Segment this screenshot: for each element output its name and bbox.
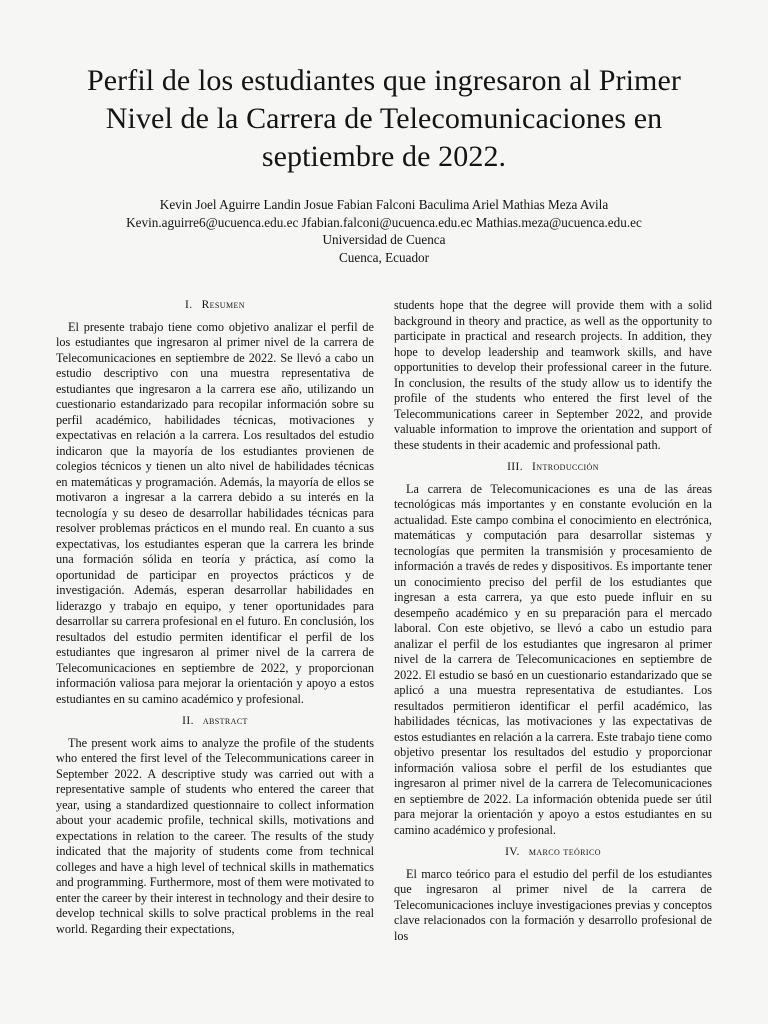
section-number: I. [185, 299, 193, 311]
abstract-paragraph-part2: students hope that the degree will provide them with a solid background in theory and practice, as well as the opportunity to participate in practical and research projects. In addition, they hope to develop leadership and teamwork skills, and have opportunities to develop their professional career in the future. In conclusion, the results of the study allow us to identify the profile of the students who entered the first level of the Telecommunications career in September 2022, and provide valuable information to improve the orientation and support of these students in their academic and professional path. [394, 298, 712, 452]
section-number: IV. [505, 846, 520, 858]
author-block [56, 196, 712, 266]
section-heading-marco-teorico [394, 845, 712, 861]
section-title: Resumen [201, 299, 245, 311]
section-number: III. [507, 461, 524, 473]
two-column-body [56, 298, 712, 944]
left-column [56, 298, 374, 944]
section-heading-abstract [56, 714, 374, 730]
author-emails: Kevin.aguirre6@ucuenca.edu.ec Jfabian.falconi@ucuenca.edu.ec Mathias.meza@ucuenca.edu.ec [126, 214, 642, 230]
abstract-paragraph-part1: The present work aims to analyze the profile of the students who entered the first level of the Telecommunications career in September 2022. A descriptive study was carried out with a representative sample of students who entered the career that year, using a standardized questionnaire to collect information about your academic profile, technical skills, motivations and expectations in relation to the career. The results of the study indicated that the majority of students come from technical colleges and have a high level of technical skills in mathematics and programming. Furthermore, most of them were motivated to enter the career by their interest in technology and their desire to develop technical skills to solve practical problems in the real world. Regarding their expectations, [56, 735, 374, 936]
section-title: marco teórico [528, 846, 601, 858]
author-names: Kevin Joel Aguirre Landin Josue Fabian Falconi Baculima Ariel Mathias Meza Avila [159, 197, 609, 212]
author-location: Cuenca, Ecuador [338, 249, 430, 265]
resumen-paragraph: El presente trabajo tiene como objetivo analizar el perfil de los estudiantes que ingresaron al primer nivel de la carrera de Telecomunicaciones en septiembre de 2022. Se llevó a cabo un estudio descriptivo con una muestra representativa de estudiantes que ingresaron a la carrera ese año, utilizando un cuestionario estandarizado para recopilar información sobre su perfil académico, habilidades técnicas, motivaciones y expectativas en relación a la carrera. Los resultados del estudio indicaron que la mayoría de los estudiantes provienen de colegios técnicos y tienen un alto nivel de habilidades técnicas en matemáticas y programación. Además, la mayoría de ellos se motivaron a ingresar a la carrera debido a su interés en la tecnología y su deseo de desarrollar habilidades técnicas para resolver problemas prácticos en el mundo real. En cuanto a sus expectativas, los estudiantes esperan que la carrera les brinde una formación sólida en teoría y práctica, así como la oportunidad de participar en proyectos prácticos y de investigación. Además, esperan desarrollar habilidades en liderazgo y trabajo en equipo, y tener oportunidades para desarrollar su carrera profesional en el futuro. En conclusión, los resultados del estudio permiten identificar el perfil de los estudiantes que ingresaron al primer nivel de la carrera de Telecomunicaciones en septiembre de 2022, y proporcionan información valiosa para mejorar la orientación y apoyo a estos estudiantes en su camino académico y profesional. [56, 319, 374, 706]
section-heading-introduccion [394, 460, 712, 476]
section-title: Introducción [532, 461, 599, 473]
right-column [394, 298, 712, 944]
section-number: II. [182, 715, 194, 727]
paper-title: Perfil de los estudiantes que ingresaron al Primer Nivel de la Carrera de Telecomunicaciones en septiembre de 2022. [86, 64, 681, 173]
marco-teorico-paragraph: El marco teórico para el estudio del perfil de los estudiantes que ingresaron al primer nivel de la carrera de Telecomunicaciones incluye investigaciones previas y conceptos clave relacionados con la formación y desarrollo profesional de los [394, 866, 712, 943]
introduccion-paragraph: La carrera de Telecomunicaciones es una de las áreas tecnológicas más importantes y en constante evolución en la actualidad. Este campo combina el conocimiento en electrónica, matemáticas y computación para desarrollar sistemas y tecnologías que permiten la transmisión y procesamiento de información a través de redes y dispositivos. Es importante tener un conocimiento preciso del perfil de los estudiantes que ingresan a esta carrera, ya que esto puede influir en su desempeño académico y en su preparación para el mercado laboral. Con este objetivo, se llevó a cabo un estudio para analizar el perfil de los estudiantes que ingresaron al primer nivel de la carrera de Telecomunicaciones en septiembre de 2022. El estudio se basó en un cuestionario estandarizado que se aplicó a una muestra representativa de estudiantes. Los resultados permitieron identificar el perfil académico, las habilidades técnicas, las motivaciones y las expectativas de estos estudiantes en relación a la carrera. Este trabajo tiene como objetivo presentar los resultados del estudio y proporcionar información valiosa sobre el perfil de los estudiantes que ingresaron al primer nivel de la carrera de Telecomunicaciones en septiembre de 2022. La información obtenida puede ser útil para mejorar la orientación y apoyo a estos estudiantes en su camino académico y profesional. [394, 481, 713, 837]
section-heading-resumen [56, 298, 374, 314]
section-title: abstract [202, 715, 248, 727]
author-affiliation: Universidad de Cuenca [322, 232, 446, 247]
